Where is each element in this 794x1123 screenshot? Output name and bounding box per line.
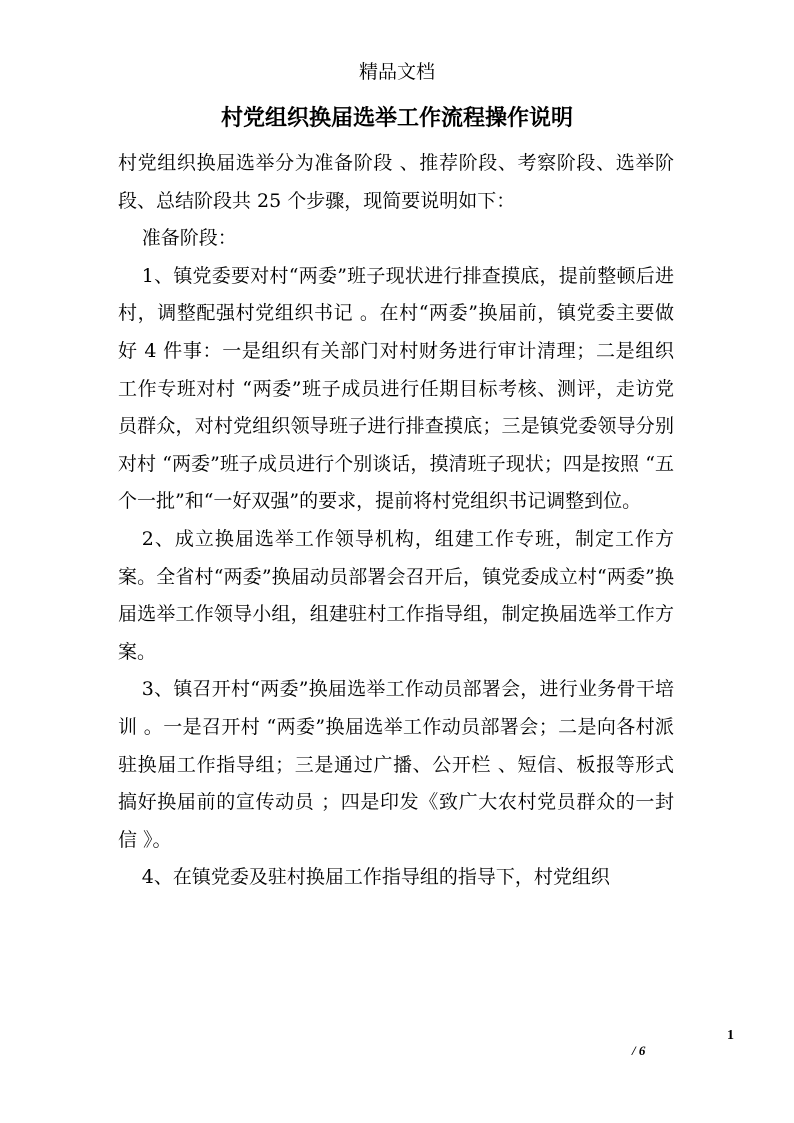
document-body: [118, 145, 674, 897]
document-header: 精品文档: [358, 61, 435, 83]
paragraph-section-heading: 准备阶段：: [141, 227, 237, 250]
paragraph-step-3: 3、镇召开村“两委”换届选举工作动员部署会，进行业务骨干培训 。一是召开村 “两委”换届选举工作动员部署会；二是向各村派驻换届工作指导组；三是通过广播、公开栏 、短信、板报等形式搞好换届前的宣传动员 ；四是印发《致广大农村党员群众的一封信 》。: [118, 678, 674, 851]
paragraph-step-1: 1、镇党委要对村“两委”班子现状进行排查摸底，提前整顿后进村，调整配强村党组织书记 。在村“两委”换届前，镇党委主要做好 4 件事：一是组织有关部门对村财务进行审计清理；二是组织工作专班对村 “两委”班子成员进行任期目标考核、测评，走访党员群众，对村党组织领导班子进行排查摸底；三是镇党委领导分别对村 “两委”班子成员进行个别谈话，摸清班子现状；四是按照 “五个一批”和“一好双强”的要求，提前将村党组织书记调整到位。: [118, 264, 674, 513]
document-title: 村党组织换届选举工作流程操作说明: [220, 105, 573, 131]
page-number: 1: [727, 1028, 734, 1043]
paragraph-step-2: 2、成立换届选举工作领导机构，组建工作专班，制定工作方案。全省村“两委”换届动员部署会召开后，镇党委成立村“两委”换届选举工作领导小组，组建驻村工作指导组，制定换届选举工作方案。: [118, 527, 674, 663]
paragraph-step-4: 4、在镇党委及驻村换届工作指导组的指导下，村党组织: [141, 866, 610, 889]
page-total: / 6: [632, 1043, 646, 1058]
paragraph-intro: 村党组织换届选举分为准备阶段 、推荐阶段、考察阶段、选举阶段、总结阶段共 25 个步骤，现简要说明如下：: [118, 152, 674, 212]
